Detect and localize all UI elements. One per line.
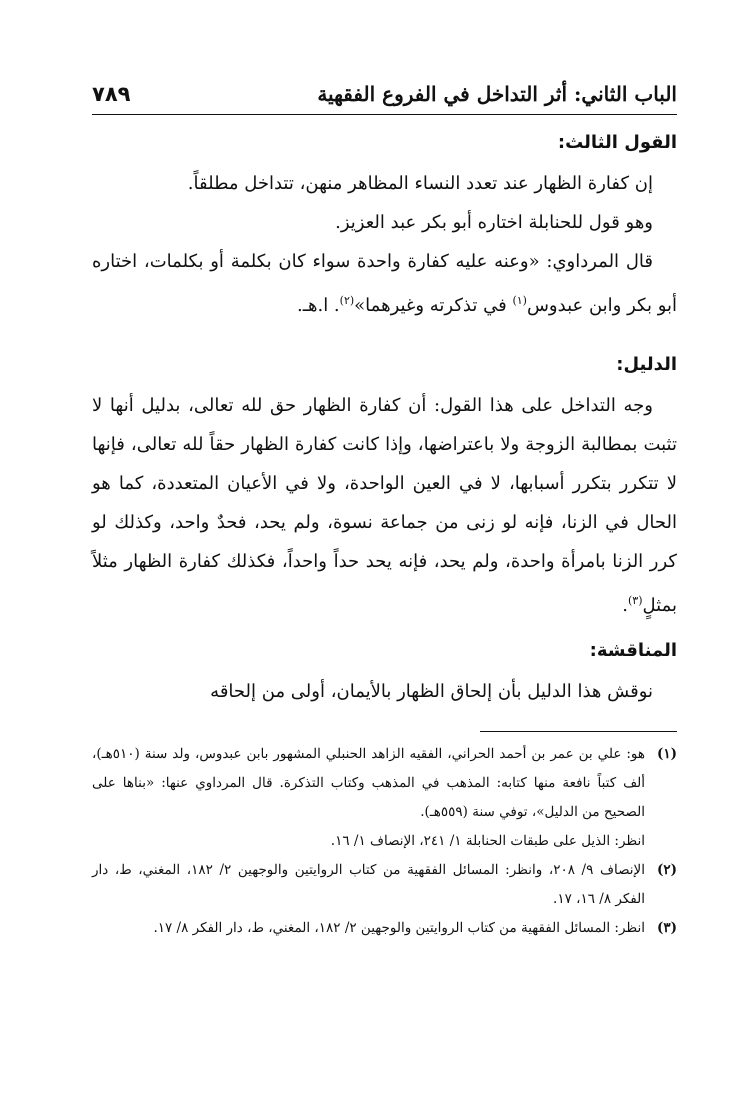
footnote-ref-1[interactable]: (١) bbox=[512, 294, 527, 307]
footnote-1-source: انظر: الذيل على طبقات الحنابلة ١/ ٢٤١، الإنصاف ١/ ١٦. bbox=[330, 833, 645, 849]
running-title: الباب الثاني: أثر التداخل في الفروع الفقهية bbox=[317, 82, 677, 106]
footnote-text: هو: علي بن عمر بن أحمد الحراني، الفقيه الزاهد الحنبلي المشهور بابن عبدوس، ولد سنة (٥١٠هـ)، ألف كتباً نافعة منها كتابه: المذهب في المذهب وكتاب التذكرة. قال المرداوي عنها: «بناها على الصحيح من الدليل»، توفي سنة (٥٥٩هـ). bbox=[92, 746, 645, 820]
third-opinion-para-2: وهو قول للحنابلة اختاره أبو بكر عبد العزيز. bbox=[335, 212, 653, 233]
footnote-number: (٣) bbox=[656, 920, 677, 936]
footnote-text: انظر: المسائل الفقهية من كتاب الروايتين والوجهين ٢/ ١٨٢، المغني، ط، دار الفكر ٨/ ١٧. bbox=[153, 920, 645, 936]
quote-start-text: قال المرداوي: «وعنه عليه كفارة واحدة سواء كان بكلمة أو بكلمات، اختاره أبو بكر وابن عبدوس bbox=[92, 251, 677, 316]
third-opinion-section bbox=[92, 128, 677, 325]
discussion-paragraph: نوقش هذا الدليل بأن إلحاق الظهار بالأيمان، أولى من إلحاقه bbox=[210, 681, 653, 702]
quote-end-text: . ا.هـ. bbox=[297, 295, 340, 316]
discussion-section bbox=[92, 636, 677, 711]
footnote-2 bbox=[92, 856, 677, 914]
evidence-paragraph bbox=[92, 386, 677, 625]
footnote-number: (٢) bbox=[656, 862, 677, 878]
footnote-ref-3[interactable]: (٣) bbox=[628, 594, 643, 607]
footnote-ref-2[interactable]: (٢) bbox=[339, 294, 355, 307]
third-opinion-para-1: إن كفارة الظهار عند تعدد النساء المظاهر منهن، تتداخل مطلقاً. bbox=[187, 173, 653, 194]
third-opinion-para-3 bbox=[92, 242, 677, 325]
footnotes bbox=[92, 740, 677, 943]
quote-middle-text: في تذكرته وغيرهما» bbox=[354, 295, 513, 316]
footnote-3 bbox=[92, 914, 677, 943]
evidence-section bbox=[92, 350, 677, 625]
evidence-heading: الدليل: bbox=[616, 354, 677, 375]
footnote-1 bbox=[92, 740, 677, 827]
evidence-end: . bbox=[622, 595, 628, 616]
footnote-separator bbox=[480, 731, 677, 732]
evidence-text: وجه التداخل على هذا القول: أن كفارة الظهار حق لله تعالى، بدليل أنها لا تثبت بمطالبة الزوجة ولا باعتراضها، وإذا كانت كفارة الظهار حقاً لله تعالى، فإنها لا تتكرر بتكرر أسبابها، لا في العين الواحدة، ولا في الأعيان المتعددة، كما هو الحال في الزنا، فإنه لو زنى من جماعة نسوة، ولم يحد، فحدٌ واحد، وكذلك لو كرر الزنا بامرأة واحدة، ولم يحد، فإنه يحد حداً واحداً، فكذلك كفارة الظهار مثلاً بمثلٍ bbox=[92, 395, 677, 616]
footnote-number: (١) bbox=[656, 746, 677, 762]
page-number: ٧٨٩ bbox=[92, 82, 131, 106]
footnote-text: الإنصاف ٩/ ٢٠٨، وانظر: المسائل الفقهية من كتاب الروايتين والوجهين ٢/ ١٨٢، المغني، ط، دار الفكر ٨/ ١٦، ١٧. bbox=[92, 862, 645, 907]
discussion-heading: المناقشة: bbox=[589, 640, 677, 661]
third-opinion-heading: القول الثالث: bbox=[557, 132, 677, 153]
page-header bbox=[92, 74, 677, 115]
